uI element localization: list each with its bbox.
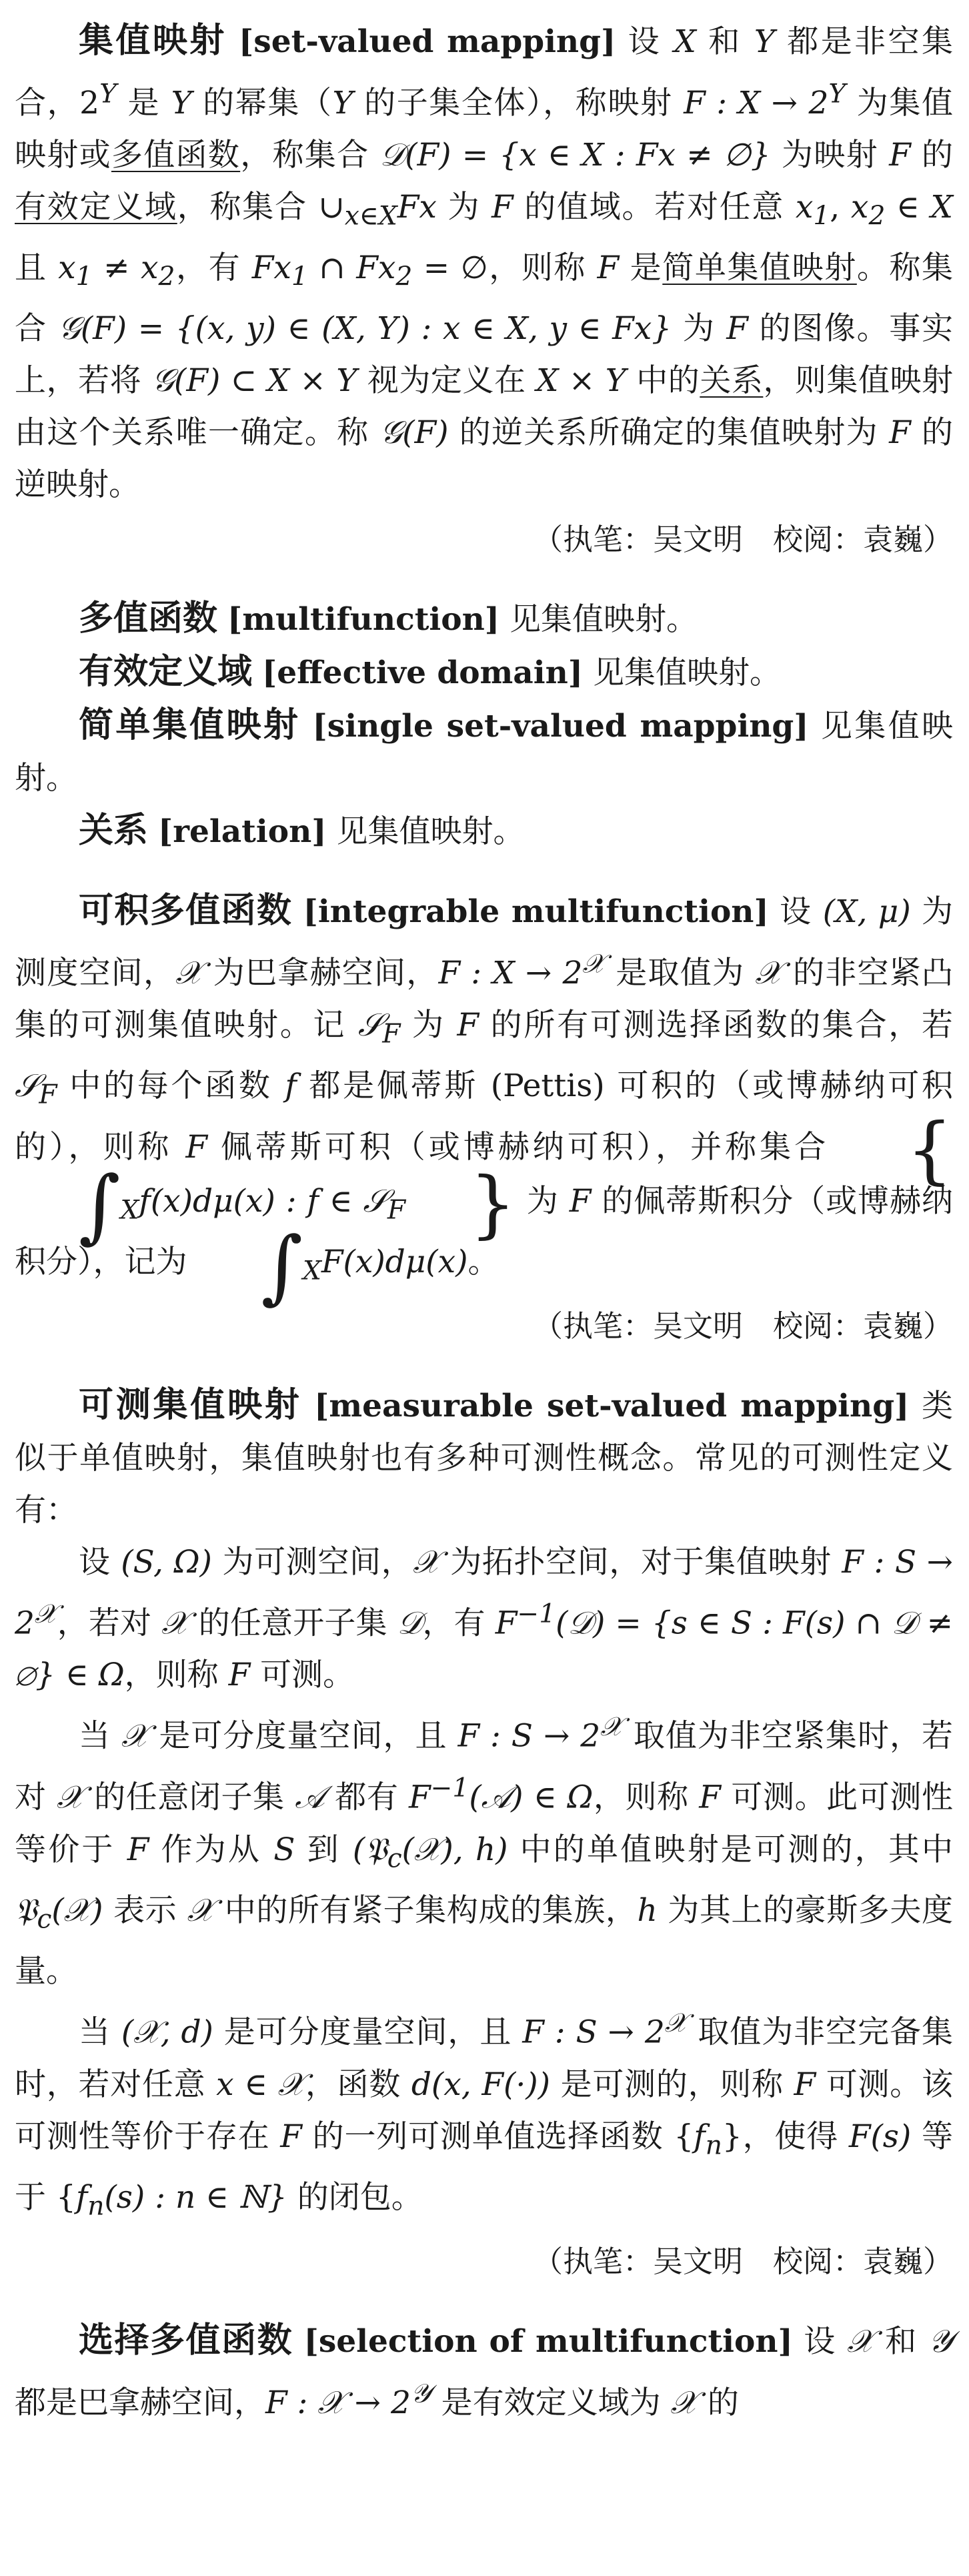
text-run: 。	[467, 1244, 500, 1281]
text-run: ，有	[422, 1605, 496, 1642]
math-expression: 𝒜	[295, 1779, 325, 1816]
math-expression: f	[75, 2179, 88, 2216]
integral-sign: ∫	[261, 1220, 303, 1314]
math-expression: F(s)	[848, 2118, 912, 2156]
subscript: c	[387, 1843, 402, 1874]
text-run: 中的单值映射是可测的，其中	[508, 1831, 953, 1868]
entry-effective-domain	[15, 646, 953, 699]
math-expression: 𝒢(F)	[379, 414, 449, 452]
math-expression: F : S → 2	[457, 1717, 601, 1755]
entry-title-en: [integrable multifunction]	[303, 893, 769, 931]
entry-title-en: [selection of multifunction]	[303, 2322, 793, 2360]
text-run: 和	[874, 2322, 929, 2360]
text-run: 为测度空间，	[15, 893, 953, 992]
math-expression: 𝒳	[187, 1892, 215, 1929]
entry-title-en: [set-valued mapping]	[239, 23, 616, 60]
text-run: 类似于单值映射，集值映射也有多种可测性概念。常见的可测性定义有：	[15, 1387, 953, 1529]
set-brace: {	[906, 1106, 953, 1192]
credit-line: （执笔：吴文明 校阅：袁巍）	[532, 2243, 953, 2279]
text-run: ，则称	[124, 1657, 229, 1694]
set-brace: }	[469, 1160, 517, 1246]
superscript: 𝒴	[410, 2378, 431, 2409]
math-expression: 𝒢(F) = {(x, y) ∈ (X, Y) : x ∈ X, y ∈ Fx}	[58, 310, 672, 348]
subscript: x∈X	[344, 201, 397, 232]
cross-ref-term: 简单集值映射	[662, 250, 857, 287]
math-expression: (𝔓	[352, 1831, 387, 1868]
text-run: 的	[910, 136, 954, 173]
math-expression: Y	[332, 84, 353, 121]
text-run: 视为定义在	[357, 362, 536, 400]
entry-body	[15, 15, 953, 511]
text-run: 当	[79, 2014, 121, 2052]
math-expression: (s) : n ∈ ℕ}	[104, 2179, 287, 2216]
math-expression: h	[637, 1892, 658, 1929]
superscript: Y	[99, 79, 117, 109]
superscript: −1	[430, 1773, 469, 1803]
entry-text	[15, 23, 953, 503]
text-run: 中的每个函数	[57, 1067, 285, 1105]
text-run: 设	[628, 23, 674, 60]
entry-title-zh: 多值函数	[79, 598, 218, 639]
text-run: 的所有可测选择函数的集合，若	[479, 1007, 953, 1044]
entry-relation	[15, 805, 953, 858]
text-run: ，则集值映射由这个关系唯一确定。称	[15, 362, 953, 452]
math-expression: 𝒳	[413, 1543, 440, 1581]
math-expression: f(x)dμ(x) : f ∈ 𝒮	[139, 1182, 387, 1220]
text-run: 设	[780, 893, 823, 931]
subscript: 2	[395, 262, 413, 292]
text-run: ,	[830, 188, 851, 226]
math-expression: F	[457, 1007, 479, 1044]
text-run: 到	[295, 1831, 353, 1868]
entry-selection-of-multifunction	[15, 2314, 953, 2429]
text-run: ，函数	[305, 2066, 411, 2104]
entry-measurable-set-valued-mapping	[15, 1379, 953, 2288]
math-expression: S	[273, 1831, 295, 1868]
math-expression: f	[694, 2118, 706, 2156]
math-expression: 𝒳	[175, 955, 203, 992]
math-expression: 𝒴	[928, 2322, 953, 2360]
math-expression: (𝒳), h)	[401, 1831, 508, 1868]
entry-title-en: [measurable set-valued mapping]	[314, 1387, 910, 1424]
entry-title-zh: 可测集值映射	[79, 1384, 302, 1425]
math-expression: F	[569, 1182, 592, 1220]
text-run: ≠	[92, 250, 141, 287]
math-expression: X	[930, 188, 953, 226]
subscript: X	[120, 1195, 139, 1226]
math-expression: x ∈ 𝒳	[216, 2066, 305, 2104]
subscript: n	[705, 2130, 722, 2161]
math-expression: Y	[171, 84, 192, 121]
math-expression: F	[794, 2066, 816, 2104]
math-expression: 𝒮	[15, 1067, 39, 1105]
text-run: 的幂集（	[191, 84, 333, 121]
superscript: 𝒳	[600, 1712, 623, 1743]
math-expression: Fx	[251, 250, 291, 287]
math-expression: X × Y	[536, 362, 626, 400]
text-run: 为	[672, 310, 727, 348]
subscript: 1	[813, 201, 830, 232]
subscript: c	[37, 1904, 52, 1935]
math-expression: F	[699, 1779, 721, 1816]
text-run: 是可分度量空间，且	[213, 2014, 523, 2052]
math-expression: x	[795, 188, 814, 226]
text-run: 是可分度量空间，且	[148, 1717, 458, 1755]
text-run: 的子集全体），称映射	[353, 84, 684, 121]
math-expression: F	[228, 1657, 251, 1694]
cross-reference: 见集值映射。	[336, 813, 525, 851]
text-run: 的逆关系所确定的集值映射为	[448, 414, 890, 452]
text-run: 都是佩蒂斯 (Pettis) 可积的（或博赫纳可积的），则称	[15, 1067, 953, 1166]
math-expression: (𝒜) ∈ Ω	[469, 1779, 594, 1816]
cross-reference: 见集值映射。	[509, 601, 698, 638]
math-expression: X	[674, 23, 696, 60]
math-expression: F	[127, 1831, 149, 1868]
text-run: 为	[436, 188, 492, 226]
math-expression: F : S → 2	[522, 2014, 665, 2052]
entry-integrable-multifunction	[15, 885, 953, 1352]
text-run: 是可测的，则称	[550, 2066, 794, 2104]
text-run: 和	[696, 23, 754, 60]
entry-title-zh: 关系	[79, 811, 149, 851]
math-expression: 𝔓	[15, 1892, 37, 1929]
superscript: 𝒳	[34, 1599, 57, 1629]
math-expression: (X, μ)	[822, 893, 911, 931]
text-run: 是	[116, 84, 171, 121]
math-expression: F : X → 2	[438, 955, 583, 992]
subscript: F	[382, 1019, 401, 1049]
math-expression: (S, Ω)	[121, 1543, 212, 1581]
subscript: 1	[291, 262, 308, 292]
text-run: 的任意闭子集	[83, 1779, 295, 1816]
subscript: 1	[75, 262, 93, 292]
superscript: 𝒳	[582, 949, 606, 979]
entry-paragraph	[15, 1998, 953, 2232]
subscript: F	[39, 1080, 57, 1110]
entry-multifunction	[15, 592, 953, 646]
text-run: 为拓扑空间，对于集值映射	[439, 1543, 842, 1581]
text-run: ，称集合	[240, 136, 380, 173]
cross-ref-term: 有效定义域	[15, 188, 177, 226]
math-expression: x	[850, 188, 869, 226]
text-run: 的非空紧凸集的可测集值映射。记	[15, 955, 953, 1044]
math-expression: Fx	[397, 188, 437, 226]
text-run: 的图像。事实上，若将	[15, 310, 953, 400]
text-run: 可测。此可测性等价于	[15, 1779, 953, 1868]
entry-title-zh: 可积多值函数	[79, 891, 293, 931]
math-expression: F : 𝒳 → 2	[265, 2384, 411, 2421]
text-run: ∩	[307, 250, 357, 287]
credit-line: （执笔：吴文明 校阅：袁巍）	[532, 522, 953, 558]
credit-line: （执笔：吴文明 校阅：袁巍）	[532, 1308, 953, 1344]
math-expression: 𝒳	[161, 1605, 189, 1642]
math-expression: 𝒳	[847, 2322, 874, 2360]
math-expression: 𝒟(F) = {x ∈ X : Fx ≠ ∅}	[379, 136, 771, 173]
math-expression: F	[185, 1128, 207, 1166]
text-run: ，则称	[593, 1779, 700, 1816]
superscript: Y	[828, 79, 846, 109]
superscript: 𝒳	[664, 2008, 688, 2039]
math-expression: F : X → 2	[684, 84, 829, 121]
text-run: 设	[79, 1543, 121, 1581]
math-expression: f	[285, 1067, 297, 1105]
text-run: 都是巴拿赫空间，	[15, 2384, 265, 2421]
math-expression: d(x, F(·))	[411, 2066, 550, 2104]
text-run: ∈	[885, 188, 931, 226]
text-run: 的逆映射。	[15, 414, 953, 504]
entry-paragraph	[15, 1537, 953, 1702]
text-run: 作为从	[149, 1831, 274, 1868]
integral-sign: ∫	[79, 1159, 121, 1252]
cross-reference: 见集值映射。	[15, 708, 953, 797]
math-expression: 𝒮	[357, 1007, 383, 1044]
entry-body	[15, 2314, 953, 2429]
text-run: 中的	[626, 362, 700, 400]
math-expression: F	[491, 188, 514, 226]
entry-body	[15, 885, 953, 1314]
entry-title-zh: 选择多值函数	[79, 2320, 293, 2360]
math-expression: (𝒟) = {s ∈ S : F(s) ∩ 𝒟 ≠ ∅} ∈ Ω	[15, 1605, 953, 1694]
entry-title-zh: 简单集值映射	[79, 705, 301, 746]
entry-title-en: [effective domain]	[261, 655, 584, 692]
math-expression: 𝒢(F) ⊂ X × Y	[151, 362, 357, 400]
cross-ref-term: 关系	[700, 362, 764, 400]
entry-title-en: [multifunction]	[227, 601, 500, 638]
entry-title-en: [relation]	[157, 813, 327, 851]
text-run: 的一列可测单值选择函数 {	[301, 2118, 694, 2156]
math-expression: F	[408, 1779, 431, 1816]
math-expression: F	[889, 414, 911, 452]
math-expression: Y	[754, 23, 775, 60]
text-run: 是取值为	[605, 955, 756, 992]
text-run: 为	[400, 1007, 457, 1044]
entry-set-valued-mapping	[15, 15, 953, 566]
math-expression: 𝒳	[57, 1779, 84, 1816]
subscript: 2	[158, 262, 175, 292]
text-run: 的值域。若对任意	[513, 188, 796, 226]
subscript: X	[302, 1256, 321, 1286]
math-expression: F	[280, 2118, 302, 2156]
math-expression: F(x)dμ(x)	[321, 1244, 468, 1281]
text-run: 中的所有紧子集构成的集族，	[214, 1892, 638, 1929]
text-run: 的闭包。	[287, 2179, 423, 2216]
text-run: 的任意开子集	[188, 1605, 397, 1642]
text-run: 等于 {	[15, 2118, 953, 2216]
text-run: 设	[804, 2322, 848, 2360]
text-run: ，称集合 ∪	[177, 188, 345, 226]
text-run: = ∅，则称	[412, 250, 598, 287]
text-run: 为可测空间，	[211, 1543, 413, 1581]
text-run: ，有	[175, 250, 252, 287]
text-run: 是	[619, 250, 663, 287]
text-run: 为其上的豪斯多夫度量。	[15, 1892, 953, 1990]
text-run: 且	[15, 250, 59, 287]
text-run: 表示	[103, 1892, 187, 1929]
text-run: 。称集合	[15, 250, 953, 348]
text-run: 为	[516, 1182, 570, 1220]
math-expression: F	[726, 310, 748, 348]
text-run: 佩蒂斯可积（或博赫纳可积），并称集合	[207, 1128, 842, 1166]
entry-text	[15, 893, 953, 1314]
math-expression: x	[58, 250, 76, 287]
math-expression: 𝒟	[397, 1605, 423, 1642]
text-run: 可测。	[250, 1657, 355, 1694]
cross-reference: 见集值映射。	[592, 655, 781, 692]
text-run: 为集值映射或	[15, 84, 953, 173]
text-run: 取值为非空完备集时，若对任意	[15, 2014, 953, 2104]
entry-title-en: [single set-valued mapping]	[312, 708, 809, 745]
math-expression: 𝒳	[670, 2384, 698, 2421]
text-run: 可测。该可测性等价于存在	[15, 2066, 953, 2156]
subscript: 2	[868, 201, 886, 232]
text-run: 是有效定义域为	[431, 2384, 671, 2421]
entry-single-set-valued-mapping	[15, 699, 953, 805]
math-expression: F : S → 2	[15, 1543, 953, 1642]
math-expression: (𝒳)	[51, 1892, 103, 1929]
math-expression: Fx	[356, 250, 396, 287]
text-run: 为映射	[770, 136, 890, 173]
math-expression: (𝒳, d)	[121, 2014, 213, 2052]
text-run: 都有	[324, 1779, 409, 1816]
math-expression: F	[495, 1605, 518, 1642]
subscript: F	[387, 1195, 406, 1226]
entry-title-zh: 有效定义域	[79, 652, 253, 693]
text-run: 都是非空集合，2	[15, 23, 953, 121]
math-expression: F	[597, 250, 620, 287]
text-run: 为巴拿赫空间，	[202, 955, 439, 992]
math-expression: F	[889, 136, 911, 173]
superscript: −1	[517, 1599, 556, 1629]
text-run: ，若对	[57, 1605, 162, 1642]
text-run: 当	[79, 1717, 121, 1755]
text-run: 的	[697, 2384, 739, 2421]
math-expression: x	[141, 250, 159, 287]
text-run: 的佩蒂斯积分（或博赫纳积分），记为	[15, 1182, 953, 1281]
math-expression: 𝒳	[121, 1717, 149, 1755]
entry-paragraph	[15, 1701, 953, 1998]
math-expression: 𝒳	[755, 955, 782, 992]
text-run: }，使得	[722, 2118, 849, 2156]
cross-ref-term: 多值函数	[111, 136, 241, 173]
entry-title-zh: 集值映射	[79, 21, 227, 61]
text-run: 取值为非空紧集时，若对	[15, 1717, 953, 1816]
subscript: n	[87, 2191, 105, 2222]
entry-body	[15, 1379, 953, 1537]
